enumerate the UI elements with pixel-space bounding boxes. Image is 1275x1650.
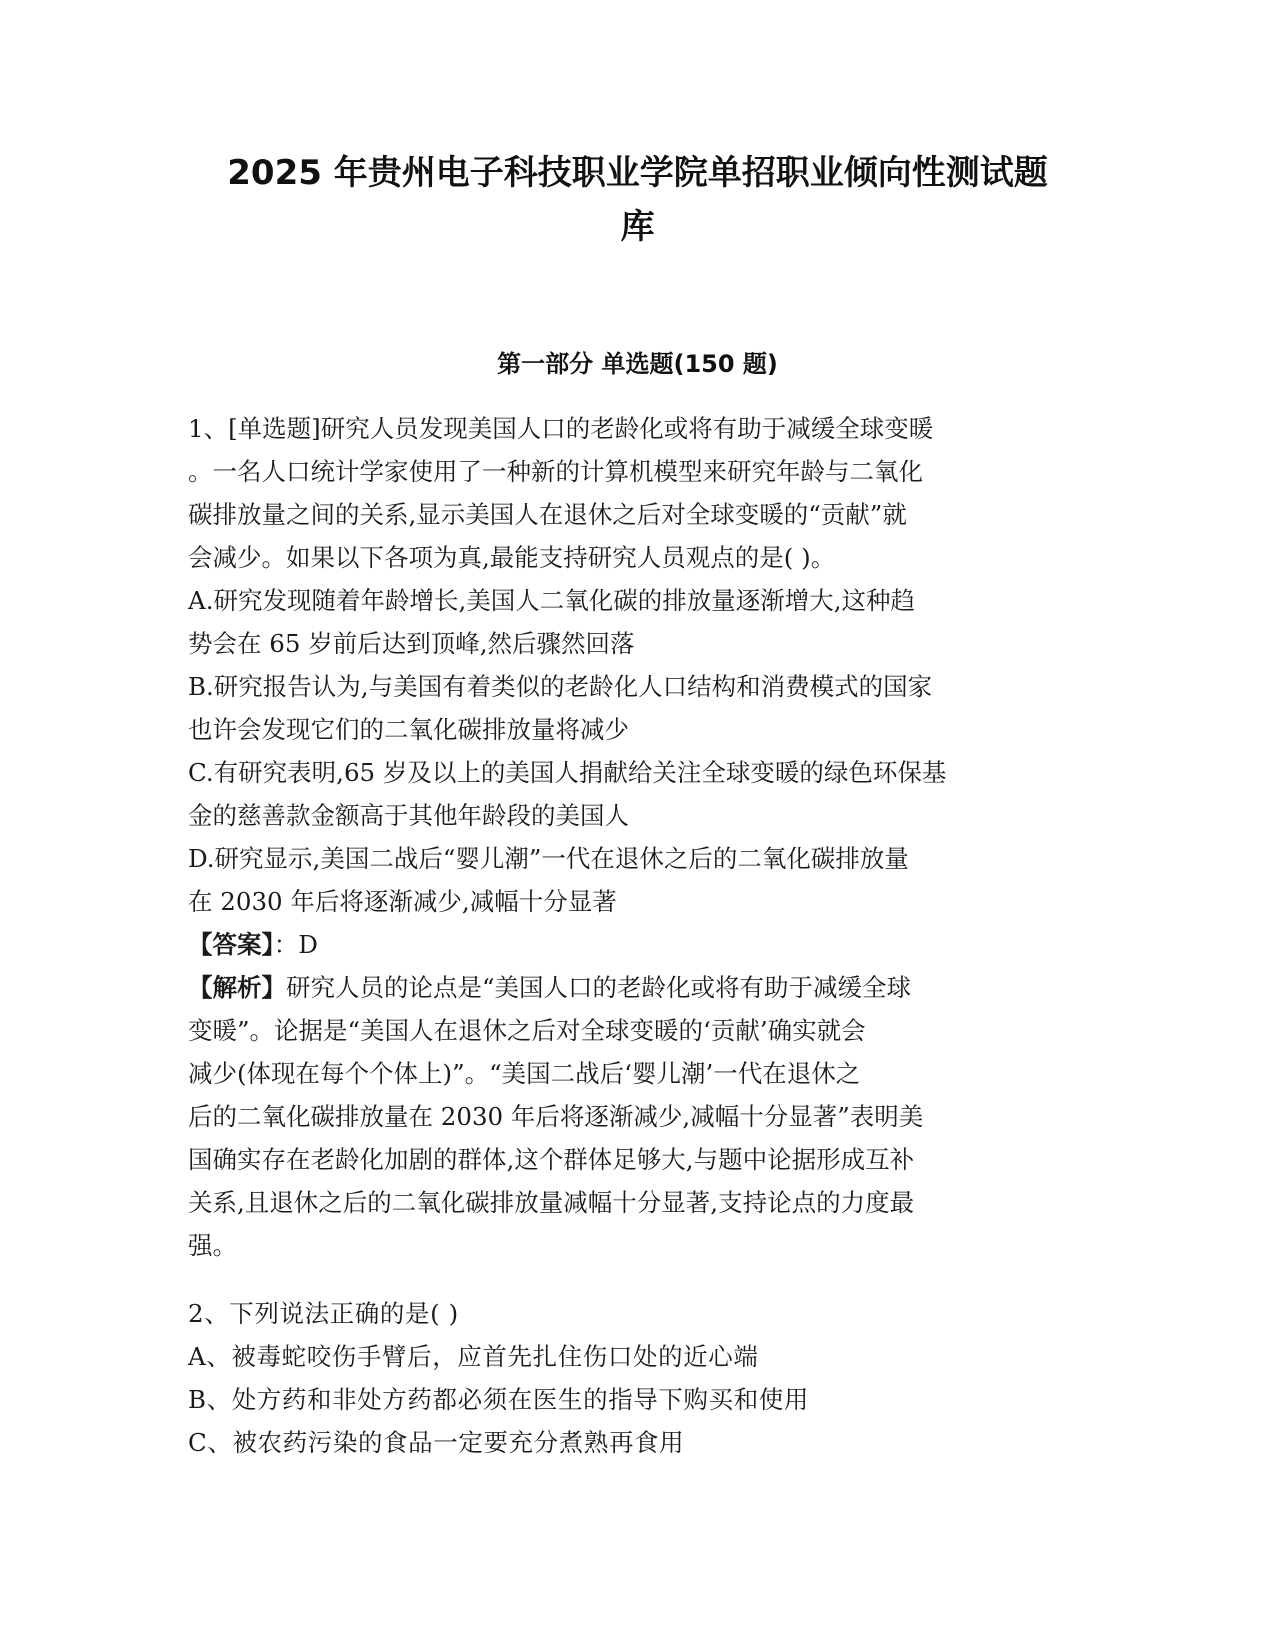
question-1-stem-line: 碳排放量之间的关系,显示美国人在退休之后对全球变暖的“贡献”就	[188, 500, 907, 529]
option-a-line: A.研究发现随着年龄增长,美国人二氧化碳的排放量逐渐增大,这种趋	[188, 586, 916, 615]
analysis-line: 减少(体现在每个个体上)”。“美国二战后‘婴儿潮’一代在退休之	[188, 1059, 861, 1088]
option-b-line: B.研究报告认为,与美国有着类似的老龄化人口结构和消费模式的国家	[188, 672, 933, 701]
analysis-label: 【解析】	[188, 973, 286, 1002]
analysis-line: 关系,且退休之后的二氧化碳排放量减幅十分显著,支持论点的力度最	[188, 1188, 915, 1217]
analysis-line: 变暖”。论据是“美国人在退休之后对全球变暖的‘贡献’确实就会	[188, 1016, 866, 1045]
answer-value: ：D	[273, 930, 318, 959]
option-d-line: D.研究显示,美国二战后“婴儿潮”一代在退休之后的二氧化碳排放量	[188, 844, 909, 873]
question-1-option-d	[188, 837, 1083, 923]
question-1-option-a	[188, 579, 1083, 665]
answer-label: 【答案】	[188, 930, 274, 959]
option-d-line: 在 2030 年后将逐渐减少,减幅十分显著	[188, 887, 617, 916]
question-2-option-c: C、被农药污染的食品一定要充分煮熟再食用	[188, 1428, 685, 1457]
document-title	[150, 146, 1125, 254]
question-1-stem-line: 。一名人口统计学家使用了一种新的计算机模型来研究年龄与二氧化	[188, 457, 923, 486]
option-a-line: 势会在 65 岁前后达到顶峰,然后骤然回落	[188, 629, 635, 658]
question-1-option-c	[188, 751, 1083, 837]
section-title: 第一部分 单选题(150 题)	[497, 350, 778, 378]
question-1-stem	[188, 407, 1083, 579]
analysis-line: 国确实存在老龄化加剧的群体,这个群体足够大,与题中论据形成互补	[188, 1145, 915, 1174]
question-2	[188, 1292, 1083, 1464]
title-line-1: 2025 年贵州电子科技职业学院单招职业倾向性测试题	[227, 153, 1048, 193]
question-2-option-b: B、处方药和非处方药都必须在医生的指导下购买和使用	[188, 1385, 810, 1414]
analysis-line: 强。	[188, 1231, 237, 1260]
question-1	[188, 407, 1083, 1267]
analysis-line: 后的二氧化碳排放量在 2030 年后将逐渐减少,减幅十分显著”表明美	[188, 1102, 924, 1131]
question-1-option-b	[188, 665, 1083, 751]
question-1-answer	[188, 923, 1083, 966]
option-b-line: 也许会发现它们的二氧化碳排放量将减少	[188, 715, 629, 744]
option-c-line: C.有研究表明,65 岁及以上的美国人捐献给关注全球变暖的绿色环保基	[188, 758, 947, 787]
analysis-text: 研究人员的论点是“美国人口的老龄化或将有助于减缓全球	[286, 973, 912, 1002]
question-1-analysis	[188, 966, 1083, 1267]
analysis-line	[188, 966, 1083, 1009]
question-1-stem-line: 1、[单选题]研究人员发现美国人口的老龄化或将有助于减缓全球变暖	[188, 414, 934, 443]
question-2-option-a: A、被毒蛇咬伤手臂后，应首先扎住伤口处的近心端	[188, 1342, 759, 1371]
question-2-stem: 2、下列说法正确的是( )	[188, 1299, 459, 1328]
title-line-2: 库	[620, 207, 655, 247]
question-1-stem-line: 会减少。如果以下各项为真,最能支持研究人员观点的是( )。	[188, 543, 836, 572]
option-c-line: 金的慈善款金额高于其他年龄段的美国人	[188, 801, 629, 830]
